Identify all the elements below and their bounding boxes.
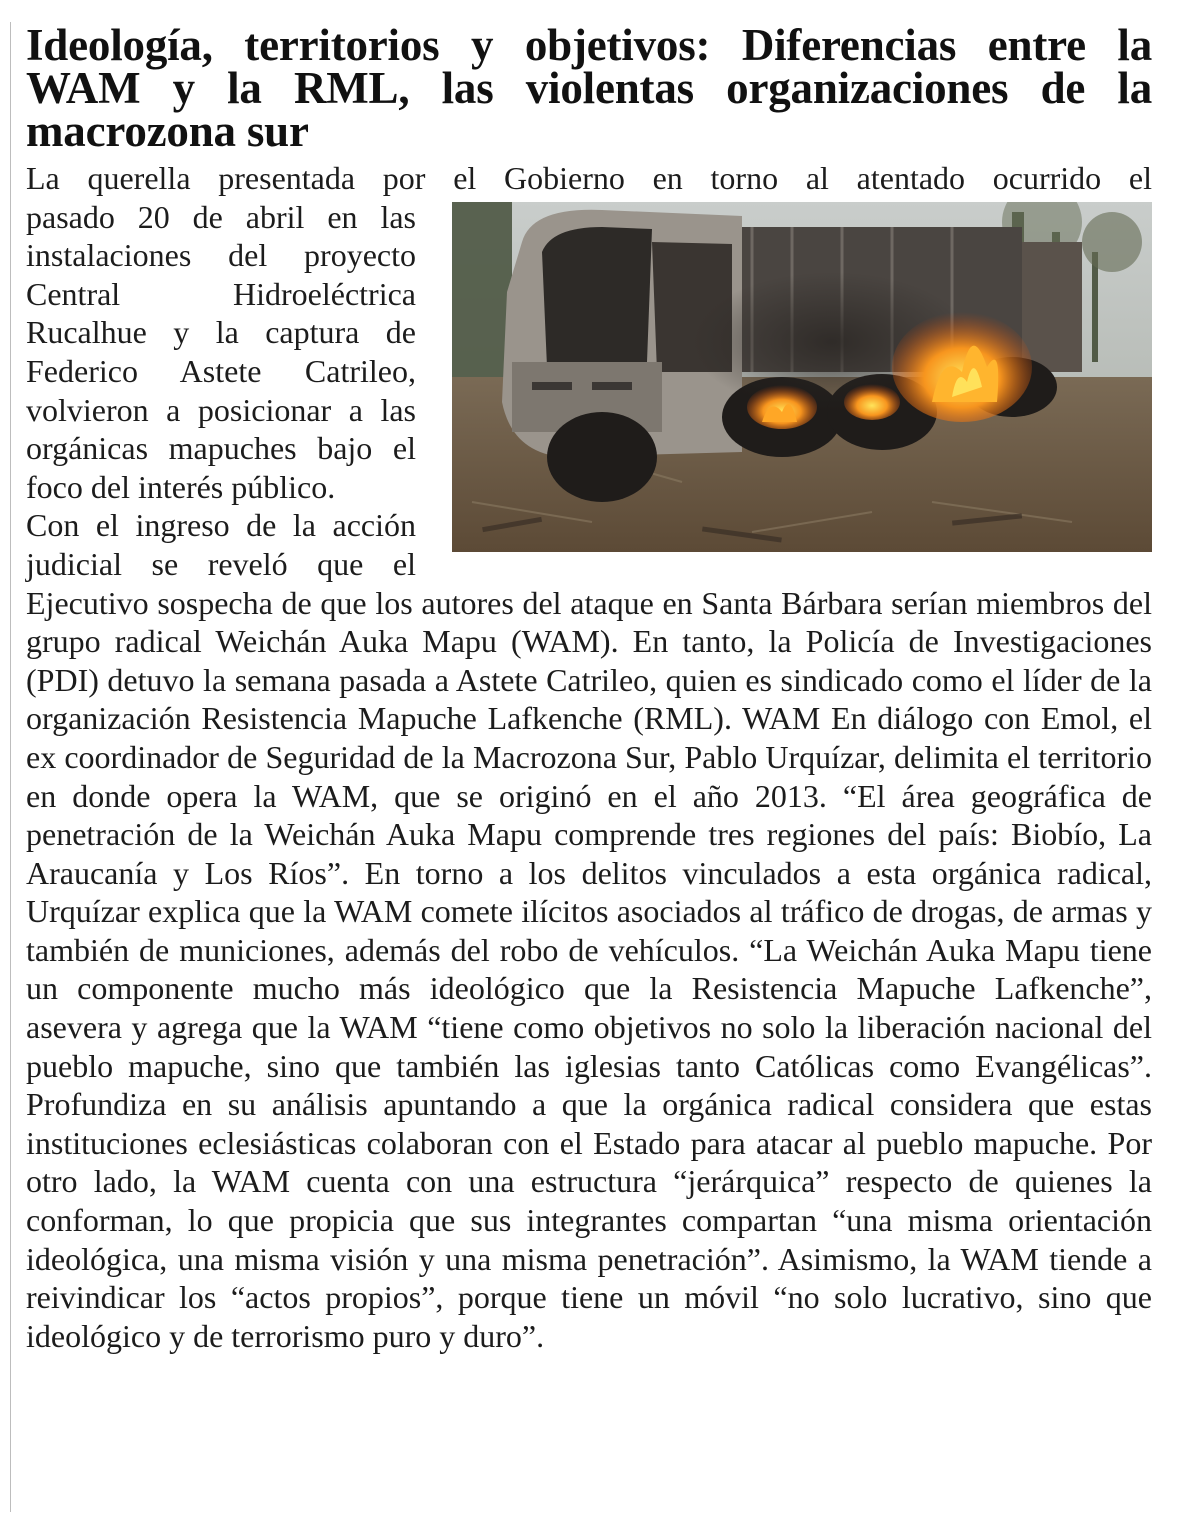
burned-truck-photo [452,202,1152,552]
column-rule [10,22,11,1512]
paragraph-1-rest: pasado 20 de abril en las instalaciones del proyecto Central Hidroeléctrica Rucalhue y la captura de Federico Astete Catrileo, volvieron a posicionar a las orgánicas mapuches bajo el foco del interés público. [26,198,416,505]
paragraph-2: Con el ingreso de la acción judicial se reveló que el Ejecutivo sospecha de que los autores del ataque en Santa Bárbara serían miembros del grupo radical Weichán Auka Mapu (WAM). En tanto, la Policía de Investigaciones (PDI) detuvo la semana pasada a Astete Catrileo, quien es sindicado como el líder de la organización Resistencia Mapuche Lafkenche (RML). WAM En diálogo con Emol, el ex coordinador de Seguridad de la Macrozona Sur, Pablo Urquízar, delimita el territorio en donde opera la WAM, que se originó en el año 2013. “El área geográfica de penetración de la Weichán Auka Mapu comprende tres regiones del país: Biobío, La Araucanía y Los Ríos”. En torno a los delitos vinculados a esta orgánica radical, Urquízar explica que la WAM comete ilícitos asociados al tráfico de drogas, de armas y también de municiones, además del robo de vehículos. “La Weichán Auka Mapu tiene un componente mucho más ideológico que la Resistencia Mapuche Lafkenche”, asevera y agrega que la WAM “tiene como objetivos no solo la liberación nacional del pueblo mapuche, sino que también las iglesias tanto Católicas como Evangélicas”. Profundiza en su análisis apuntando a que la orgánica radical considera que estas instituciones eclesiásticas colaboran con el Estado para atacar al pueblo mapuche. Por otro lado, la WAM cuenta con una estructura “jerárquica” respecto de quienes la conforman, lo que propicia que sus integrantes compartan “una misma orientación ideológica, una misma visión y una misma penetración”. Asimismo, la WAM tiende a reivindicar los “actos propios”, porque tiene un móvil “no solo lucrativo, sino que ideológico y de terrorismo puro y duro”. [26,507,1152,1354]
article-body [26,159,1152,1355]
article-headline: Ideología, territorios y objetivos: Diferencias entre la WAM y la RML, las violentas organizaciones de la macrozona sur [26,20,1152,156]
lede-line: La querella presentada por el Gobierno en torno al atentado ocurrido el [26,160,1152,196]
news-article [26,20,1152,1355]
